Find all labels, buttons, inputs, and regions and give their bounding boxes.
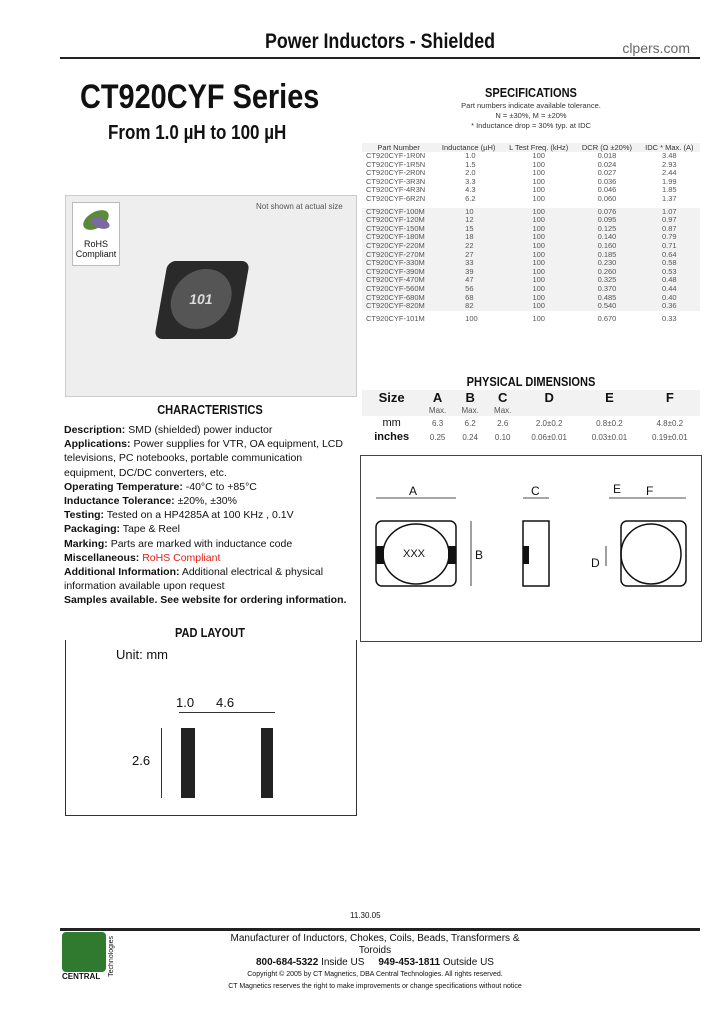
table-cell: 0.125 [575,225,638,234]
table-cell: 0.48 [639,276,700,285]
table-cell: 33 [435,259,502,268]
pad-width-label: 1.0 [176,695,195,710]
char-item: Testing: Tested on a HP4285A at 100 KHz , 0.1V [64,509,294,522]
specifications-title: SPECIFICATIONS [485,85,577,100]
inductor-marking: 101 [166,269,237,329]
table-cell: 68 [435,294,502,303]
samples-note: Samples available. See website for ordering information. [64,594,347,607]
table-cell: CT920CYF-6R2N [366,193,426,203]
table-cell: 0.060 [597,193,617,203]
table-cell: CT920CYF-3R3N [366,176,426,186]
table-cell: CT920CYF-820M [362,302,435,313]
col-header: IDC * Max. (A) [639,143,700,152]
series-title: CT920CYF Series [80,78,320,116]
table-cell: 0.53 [639,268,700,277]
inches-row: inches 0.25 0.24 0.10 0.06±0.01 0.03±0.01 0.19±0.01 [374,431,688,443]
table-cell: 100 [465,313,478,323]
leaf-icon [76,203,116,237]
table-cell: 56 [435,285,502,294]
logo-icon [62,932,106,972]
table-cell: 47 [435,276,502,285]
table-cell: 0.140 [575,233,638,242]
table-cell: 10 [435,206,502,217]
table-cell: CT920CYF-100M [362,206,435,217]
table-cell: 3.48 [662,151,677,160]
table-cell: 22 [435,242,502,251]
dimensions-table: Size A B C D E F Max. Max. Max. mm 6.3 6.2 2.6 2.0±0.2 0.8±0.2 4.8±0.2 inches 0.25 0.24 0.10 0.06±0.01 0.03±0.01 0.19±0.01 [362,390,700,444]
table-cell: 12 [435,216,502,225]
dimension-diagram: A B C D E F XXX [360,455,702,642]
table-cell: CT920CYF-1R0N [366,151,426,160]
pad-gap-label: 4.6 [216,695,235,710]
table-cell: 1.0 [465,151,476,160]
pad-left [181,728,195,798]
inductor-image [154,261,250,339]
table-cell: 100 [502,302,575,313]
table-cell: 3.3 [465,176,476,186]
table-cell: 100 [532,159,545,169]
table-cell: 82 [435,302,502,313]
table-cell: 0.036 [597,176,617,186]
table-cell: CT920CYF-2R0N [366,168,426,178]
table-cell: 0.485 [575,294,638,303]
table-cell: 15 [435,225,502,234]
table-cell: 0.540 [575,302,638,313]
table-cell: 2.93 [662,159,677,169]
inductance-range: From 1.0 µH to 100 µH [108,122,287,144]
table-cell: 100 [532,193,545,203]
table-cell: 1.5 [465,159,476,169]
table-cell: 0.44 [639,285,700,294]
table-cell: 100 [502,294,575,303]
table-cell: 0.71 [639,242,700,251]
table-cell: CT920CYF-220M [362,242,435,251]
table-cell: 0.095 [575,216,638,225]
char-item: Description: SMD (shielded) power inductor [64,424,273,436]
table-cell: 100 [502,225,575,234]
table-cell: 0.024 [597,159,617,169]
table-cell: 0.076 [575,206,638,217]
table-cell: 0.33 [662,313,677,323]
col-header: Part Number [362,143,435,152]
table-cell: 100 [532,185,545,195]
table-cell: 100 [532,313,545,323]
table-cell: CT920CYF-390M [362,268,435,277]
specifications-table [362,143,700,323]
table-cell: 0.97 [639,216,700,225]
table-cell: 18 [435,233,502,242]
table-cell: 0.160 [575,242,638,251]
table-cell: 100 [502,285,575,294]
char-item: Inductance Tolerance: ±20%, ±30% [64,495,237,508]
table-cell: 100 [502,259,575,268]
spec-notes: Part numbers indicate available tolerance. N = ±30%, M = ±20% * Inductance drop = 30% typ. at IDC [461,101,601,130]
pad-layout-box [65,640,357,816]
table-cell: CT920CYF-4R3N [366,185,426,195]
table-cell: 1.85 [662,185,677,195]
table-cell: 0.230 [575,259,638,268]
table-cell: 0.325 [575,276,638,285]
table-cell: 100 [502,251,575,260]
char-item: Marking: Parts are marked with inductance code [64,537,293,550]
table-cell: 0.64 [639,251,700,260]
table-cell: 0.670 [597,313,617,323]
col-header: Inductance (µH) [435,143,502,152]
table-cell: 0.018 [597,151,617,160]
table-cell: 100 [502,276,575,285]
table-cell: 0.58 [639,259,700,268]
header-title: Power Inductors - Shielded [264,30,496,53]
char-item: Additional Information: Additional electrical & physical information available upon request [64,566,324,593]
pad-right [261,728,273,798]
pad-unit: Unit: mm [116,647,168,662]
table-row [362,313,700,324]
table-cell: 2.0 [465,168,476,178]
table-cell: 2.44 [662,168,677,178]
table-cell: CT920CYF-680M [362,294,435,303]
char-item: Operating Temperature: -40°C to +85°C [64,480,257,493]
col-header: L Test Freq. (kHz) [502,143,575,152]
rohs-badge [72,202,120,266]
table-cell: CT920CYF-1R5N [366,159,426,169]
table-cell: 27 [435,251,502,260]
table-cell: CT920CYF-120M [362,216,435,225]
char-item: Packaging: Tape & Reel [64,523,180,536]
table-cell: 39 [435,268,502,277]
header-rule [60,57,700,59]
footer-info: Manufacturer of Inductors, Chokes, Coils, Beads, Transformers & Toroids 800-684-5322 Inside US 949-453-1811 Outside US Copyright © 2005 by CT Magnetics, DBA Central Technologies. All rights reserved. CT Magnetics reserves the right to make improvements or change specifications without notice [228,933,522,990]
table-cell: 0.027 [597,168,617,178]
table-row [362,195,700,206]
char-item: Applications: Power supplies for VTR, OA equipment, LCD televisions, PC notebooks, portable communication equipment, DC/DC converters, etc. [64,438,343,479]
central-logo: CENTRAL [62,932,114,984]
characteristics-title: CHARACTERISTICS [157,402,263,417]
table-cell: 100 [502,216,575,225]
table-cell: 0.40 [639,294,700,303]
revision-date: 11.30.05 [350,911,381,920]
table-cell: CT920CYF-330M [362,259,435,268]
photo-note: Not shown at actual size [256,202,343,211]
table-cell: 0.36 [639,302,700,313]
table-cell: 0.185 [575,251,638,260]
table-cell: 1.37 [662,193,677,203]
table-cell: 0.260 [575,268,638,277]
table-cell: 1.07 [639,206,700,217]
char-item: Miscellaneous: RoHS Compliant [64,551,221,564]
pad-layout-title: PAD LAYOUT [175,625,245,640]
table-cell: CT920CYF-560M [362,285,435,294]
table-cell: 100 [502,268,575,277]
table-cell: 0.370 [575,285,638,294]
dimension-line [179,712,275,713]
table-cell: CT920CYF-470M [362,276,435,285]
table-cell: CT920CYF-180M [362,233,435,242]
rohs-label: RoHS Compliant [75,239,117,259]
table-cell: 100 [502,242,575,251]
datasheet-page: Power Inductors - Shielded clpers.com CT920CYF Series From 1.0 µH to 100 µH Not shown at actual size 101 RoHS Compliant CHARACTERISTICS Description: SMD (shielded) power inductor Applications: Power supplies for VTR, OA equipment, LCD televisions, PC notebooks, portable communication equipment, DC/DC converters, etc. Operating Temperature: -40°C to +85°C Inductance Tolerance: ±20%, ±30% Testing: Tested on a HP4285A at 100 KHz , 0.1V Packaging: Tape & Reel Marking: Parts are marked with inductance code Miscellaneous: RoHS Compliant Additional Information: Additional electrical & physical information available upon request Samples available. See website for ordering information. PAD LAYOUT Unit: mm 1.0 4.6 2.6 SPECIFICATIONS Part numbers indicate available tolerance. N = ±30%, M = ±20% * Inductance drop = 30% typ. at IDC Part Number Inductance (µH) L Test Freq. (kHz) DCR (Ω ±20%) IDC * Max. (A) CT920CYF-1R0N 1.0 100 0.018 3.48 CT920CYF-1R5N 1.5 100 0.024 2.93 CT920CYF-2R0N 2.0 100 0.027 2.44 CT920CYF-3R3N 3.3 100 0.036 1.99 CT920CYF-4R3N 4.3 100 0.046 1.85 CT920CYF-6R2N 6.2 100 0.060 1.37 CT920CYF-100M 10 100 0.076 1.07 CT920CYF-120M 12 100 0.095 0.97 CT920CYF-150M 15 100 0.125 0.87 CT920CYF-180M 18 100 0.140 0.79 CT920CYF-220M 22 100 0.160 0.71 CT920CYF-270M 27 100 0.185 0.64 CT920CYF-330M 33 100 0.230 0.58 CT920CYF-390M 39 100 0.260 0.53 CT920CYF-470M 47 100 0.325 0.48 CT920CYF-560M 56 100 0.370 0.44 CT920CYF-680M 68 100 0.485 0.40 CT920CYF-820M 82 100 0.540 0.36 CT920CYF-101M 100 100 0.670 0.33 PHYSICAL DIMENSIONS Size A B C D E F Max. Max. Max. mm 6.3 6.2 2.6 2.0±0.2 0.8±0.2 4.8±0.2 inches 0.25 0.24 0.10 0.06±0.01 0.03±0.01 0.19±0.01 A B C D E F XXX 11.30.05 CENTRAL Technologies Manufacturer of Inductors, Chokes, Coils, Beads, Transformers & Toroids 800-684-5322 Inside US 949-453-1811 Outside US Copyright © 2005 by CT Magnetics, DBA Central Technologies. All rights reserved. CT Magnetics reserves the right to make improvements or change specifications without notice [0,0,720,1012]
table-cell: CT920CYF-101M [366,313,425,323]
table-cell: 100 [502,233,575,242]
table-cell: 0.87 [639,225,700,234]
dimensions-title: PHYSICAL DIMENSIONS [466,374,596,389]
table-cell: 1.99 [662,176,677,186]
site-url[interactable]: clpers.com [622,40,690,56]
table-cell: 100 [502,206,575,217]
table-cell: 100 [532,176,545,186]
table-cell: 4.3 [465,185,476,195]
table-cell: CT920CYF-150M [362,225,435,234]
col-header: DCR (Ω ±20%) [575,143,638,152]
footer-rule [60,928,700,931]
table-cell: 0.046 [597,185,617,195]
pad-height-label: 2.6 [132,753,151,768]
table-cell: CT920CYF-270M [362,251,435,260]
table-row [362,302,700,313]
dimension-line [161,728,162,798]
characteristics-list [64,423,354,608]
table-cell: 6.2 [465,193,476,203]
table-cell: 100 [532,168,545,178]
table-cell: 100 [532,151,545,160]
table-cell: 0.79 [639,233,700,242]
mm-row: mm 6.3 6.2 2.6 2.0±0.2 0.8±0.2 4.8±0.2 [382,417,684,429]
